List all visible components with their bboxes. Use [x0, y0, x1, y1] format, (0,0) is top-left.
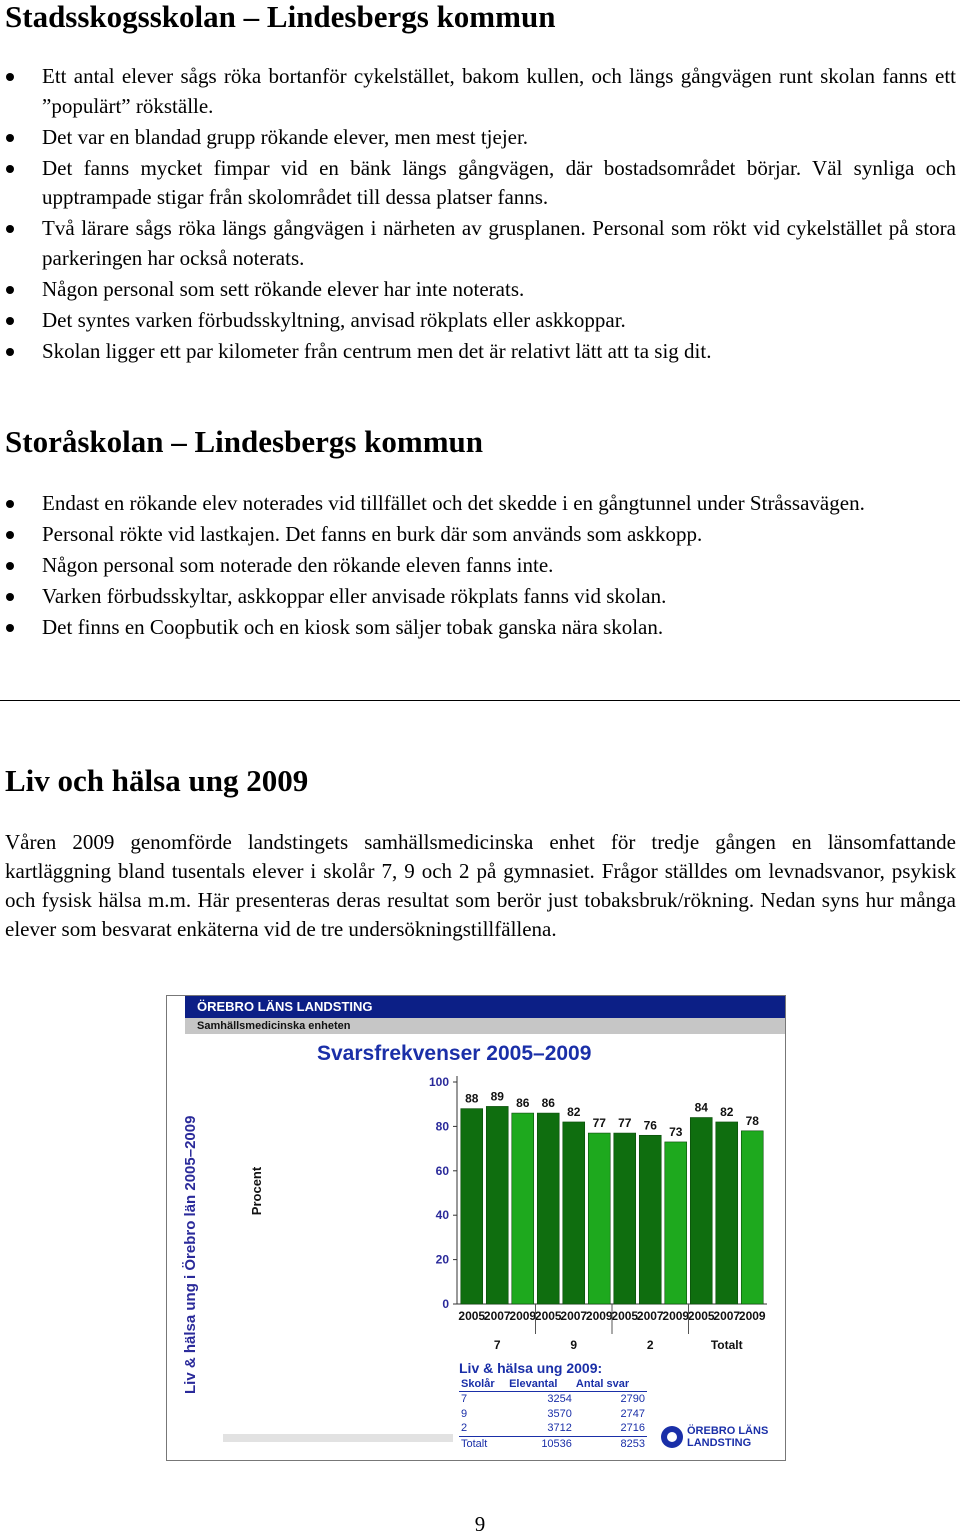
table-cell: 2747	[620, 1407, 645, 1420]
bar	[716, 1122, 738, 1304]
chart-title: Svarsfrekvenser 2005–2009	[317, 1042, 592, 1065]
table-cell: 10536	[507, 1436, 574, 1451]
y-tick-label: 40	[435, 1208, 449, 1223]
x-tick-label-year: 2005	[534, 1309, 562, 1323]
bullet-icon	[6, 348, 14, 356]
table-title: Liv & hälsa ung 2009:	[459, 1360, 603, 1376]
y-tick-label: 80	[435, 1119, 449, 1134]
x-tick-label-year: 2009	[509, 1309, 537, 1323]
intro-paragraph: Våren 2009 genomförde landstingets samhällsmedicinska enhet för tredje gången en länsomfattande kartläggning bland tusentals elever i skolår 7, 9 och 2 på gymnasiet. Frågor ställdes om levnadsvanor, psykisk och fysisk hälsa m.m. Här presenteras deras resultat som berör just tobaksbruk/rökning. Nedan syns hur många elever som besvarat enkäterna vid de tre undersökningstillfällena.	[5, 830, 956, 941]
table-cell: 9	[461, 1407, 468, 1420]
response-rate-chart	[166, 995, 786, 1461]
respondent-table	[459, 1359, 649, 1451]
x-tick-label-year: 2005	[458, 1309, 486, 1323]
chart-unit-header: Samhällsmedicinska enheten	[185, 1018, 785, 1034]
bar	[690, 1118, 712, 1304]
list-item: Ett antal elever sågs röka bortanför cykelstället, bakom kullen, och längs gångvägen runt skolan fanns ett ”populärt” rökställe.	[0, 62, 960, 121]
data-label: 73	[669, 1124, 683, 1139]
copyright-strip	[223, 1434, 453, 1442]
horizontal-divider	[0, 700, 960, 701]
y-axis-label: Procent	[249, 1166, 264, 1216]
x-tick-label-year: 2007	[483, 1309, 511, 1323]
table-row	[459, 1392, 647, 1407]
list-item: Någon personal som sett rökande elever har inte noterats.	[0, 275, 960, 305]
bullet-icon	[6, 73, 14, 81]
bar	[537, 1113, 559, 1304]
x-tick-label-year: 2005	[687, 1309, 715, 1323]
x-group-label: 9	[570, 1338, 578, 1352]
data-label: 86	[541, 1096, 555, 1111]
x-tick-label-year: 2009	[585, 1309, 613, 1323]
bullet-icon	[6, 286, 14, 294]
y-tick-label: 100	[428, 1075, 449, 1089]
bar	[461, 1109, 483, 1304]
x-group-label: 7	[493, 1338, 501, 1352]
table-header-cell: Elevantal	[507, 1377, 574, 1392]
table	[459, 1377, 647, 1451]
bar	[588, 1133, 610, 1304]
bar	[741, 1131, 763, 1304]
data-label: 77	[592, 1116, 606, 1131]
y-tick-label: 20	[435, 1252, 449, 1267]
table-cell: 3254	[547, 1393, 572, 1405]
data-label: 76	[643, 1118, 657, 1133]
bar	[486, 1106, 508, 1304]
bullet-icon	[6, 624, 14, 632]
list-item: Det fanns mycket fimpar vid en bänk längs gångvägen, där bostadsområdet börjar. Väl synliga och upptrampade stigar från skolområdet till dessa platser fanns.	[0, 154, 960, 213]
section-title-liv-och-halsa: Liv och hälsa ung 2009	[5, 763, 309, 798]
list-item: Det syntes varken förbudsskyltning, anvisad rökplats eller askkoppar.	[0, 306, 960, 336]
landsting-logo	[661, 1420, 777, 1454]
x-group-label: Totalt	[710, 1338, 743, 1352]
x-tick-label-year: 2007	[560, 1309, 588, 1323]
bullet-icon	[6, 500, 14, 508]
bullet-icon	[6, 134, 14, 142]
data-label: 82	[567, 1104, 581, 1119]
table-cell: 8253	[574, 1436, 647, 1451]
table-cell: 2790	[620, 1393, 645, 1405]
table-cell: 2	[461, 1422, 468, 1434]
section-title-stadsskogsskolan: Stadsskogsskolan – Lindesbergs kommun	[5, 0, 556, 34]
bar	[563, 1122, 585, 1304]
table-header-cell: Antal svar	[574, 1377, 647, 1392]
data-label: 77	[618, 1116, 632, 1131]
list-item: Endast en rökande elev noterades vid tillfället och det skedde i en gångtunnel under Stråssavägen.	[0, 489, 960, 519]
list-item: Det var en blandad grupp rökande elever, men mest tjejer.	[0, 123, 960, 153]
bullet-icon	[6, 593, 14, 601]
table-cell: 3570	[547, 1407, 572, 1420]
chart-org-header: ÖREBRO LÄNS LANDSTING	[185, 996, 785, 1018]
table-cell: Totalt	[459, 1436, 507, 1451]
table-header-cell: Skolår	[459, 1377, 507, 1392]
side-caption-text: Liv & hälsa ung i Örebro län 2005–2009	[182, 1115, 199, 1394]
table-row	[459, 1421, 647, 1436]
data-label: 86	[516, 1096, 530, 1111]
logo-text: ÖREBRO LÄNS LANDSTING	[687, 1425, 769, 1449]
x-tick-label-year: 2009	[738, 1309, 766, 1323]
x-tick-label-year: 2009	[662, 1309, 690, 1323]
list-item: Personal rökte vid lastkajen. Det fanns en burk där som används som askkopp.	[0, 520, 960, 550]
bullet-list-stadsskogsskolan	[0, 62, 960, 368]
bullet-icon	[6, 165, 14, 173]
list-item: Det finns en Coopbutik och en kiosk som säljer tobak ganska nära skolan.	[0, 613, 960, 643]
data-label: 82	[720, 1104, 734, 1119]
data-label: 88	[465, 1091, 479, 1106]
section-title-storaskolan: Storåskolan – Lindesbergs kommun	[5, 424, 484, 459]
x-tick-label-year: 2005	[611, 1309, 639, 1323]
x-tick-label-year: 2007	[636, 1309, 664, 1323]
bullet-icon	[6, 317, 14, 325]
y-tick-label: 0	[442, 1297, 449, 1311]
table-total-row	[459, 1436, 647, 1451]
bullet-icon	[6, 531, 14, 539]
data-label: 78	[745, 1113, 759, 1128]
bar	[614, 1133, 636, 1304]
x-tick-label-year: 2007	[713, 1309, 741, 1323]
list-item: Skolan ligger ett par kilometer från centrum men det är relativt lätt att ta sig dit.	[0, 337, 960, 367]
page-number: 9	[474, 1512, 486, 1536]
bullet-list-storaskolan	[0, 489, 960, 644]
bullet-icon	[6, 225, 14, 233]
table-row	[459, 1407, 647, 1422]
data-label: 84	[694, 1100, 708, 1115]
landsting-logo-icon	[661, 1426, 683, 1448]
list-item: Varken förbudsskyltar, askkoppar eller anvisade rökplats fanns vid skolan.	[0, 582, 960, 612]
list-item: Någon personal som noterade den rökande eleven fanns inte.	[0, 551, 960, 581]
table-cell: 3712	[547, 1422, 572, 1434]
list-item: Två lärare sågs röka längs gångvägen i närheten av grusplanen. Personal som rökt vid cykelstället på stora parkeringen har också noterats.	[0, 214, 960, 273]
x-group-label: 2	[646, 1338, 654, 1352]
bar	[639, 1135, 661, 1304]
y-tick-label: 60	[435, 1163, 449, 1178]
bar	[665, 1142, 687, 1304]
bullet-icon	[6, 562, 14, 570]
data-label: 89	[490, 1089, 504, 1104]
bar	[512, 1113, 534, 1304]
table-header-row	[459, 1377, 647, 1392]
table-cell: 7	[461, 1393, 468, 1405]
table-cell: 2716	[620, 1422, 645, 1434]
